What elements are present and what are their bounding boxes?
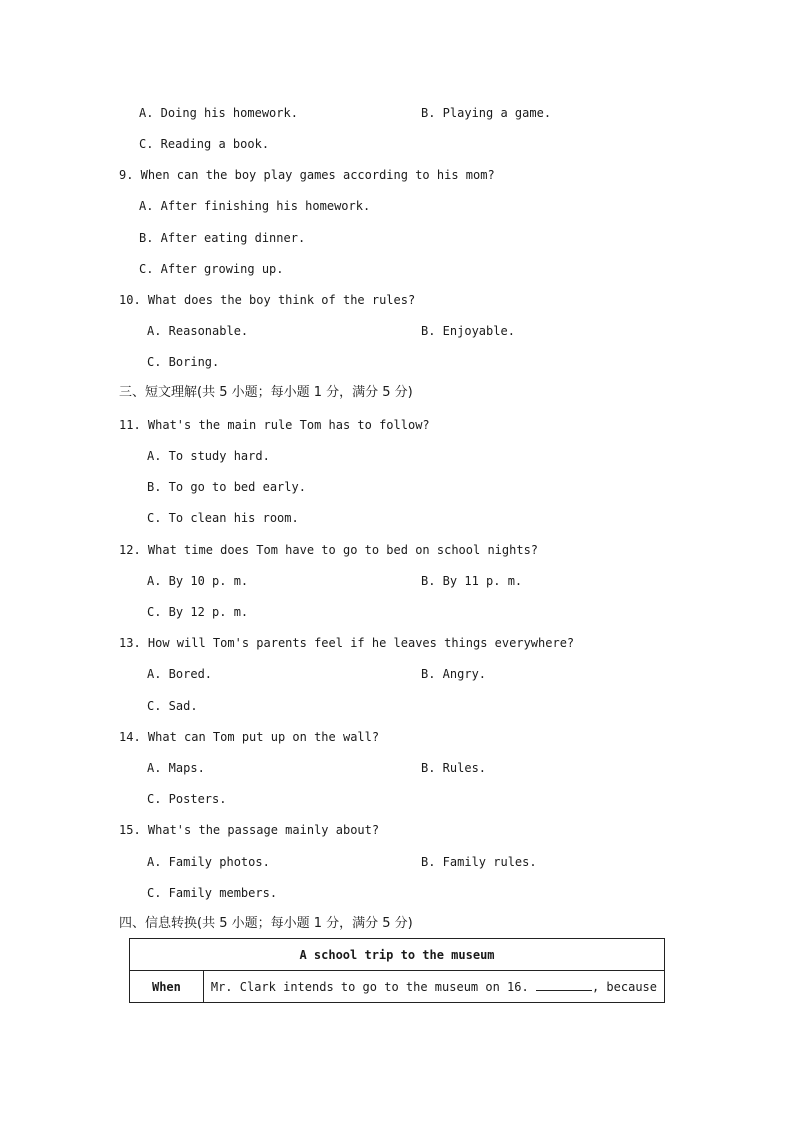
q13-option-b: B. Angry. <box>421 667 487 681</box>
q13-option-a: A. Bored. <box>147 667 213 681</box>
q13-question: 13. How will Tom's parents feel if he leaves things everywhere? <box>119 636 575 650</box>
q9-option-b: B. After eating dinner. <box>139 231 306 245</box>
q9-question: 9. When can the boy play games according to his mom? <box>119 168 495 182</box>
table-title-row <box>130 939 665 971</box>
q11-question: 11. What's the main rule Tom has to follow? <box>119 418 430 432</box>
q15-option-b: B. Family rules. <box>421 855 537 869</box>
q12-option-a: A. By 10 p. m. <box>147 574 249 588</box>
q11-option-c: C. To clean his room. <box>147 511 299 525</box>
q12-question: 12. What time does Tom have to go to bed on school nights? <box>119 543 539 557</box>
section-heading-info-transfer: 四、信息转换(共 5 小题；每小题 1 分，满分 5 分) <box>119 916 413 931</box>
q12-option-c: C. By 12 p. m. <box>147 605 249 619</box>
q14-option-a: A. Maps. <box>147 761 205 775</box>
row-text-before: Mr. Clark intends to go to the museum on 16. <box>210 980 529 994</box>
q14-option-b: B. Rules. <box>421 761 487 775</box>
table-title: A school trip to the museum <box>130 939 665 971</box>
table-row <box>130 971 665 1003</box>
q15-question: 15. What's the passage mainly about? <box>119 823 380 837</box>
q12-option-b: B. By 11 p. m. <box>421 574 523 588</box>
q9-option-c: C. After growing up. <box>139 262 284 276</box>
q11-option-b: B. To go to bed early. <box>147 480 306 494</box>
q9-option-a: A. After finishing his homework. <box>139 199 371 213</box>
q8-option-a: A. Doing his homework. <box>139 106 298 120</box>
q10-question: 10. What does the boy think of the rules? <box>119 293 416 307</box>
answer-blank-16[interactable] <box>536 979 592 991</box>
table-row-content <box>203 971 664 1003</box>
q14-option-c: C. Posters. <box>147 792 227 806</box>
info-table <box>129 938 665 1003</box>
q10-option-c: C. Boring. <box>147 355 220 369</box>
q8-option-c: C. Reading a book. <box>139 137 270 151</box>
q8-option-b: B. Playing a game. <box>421 106 552 120</box>
q11-option-a: A. To study hard. <box>147 449 270 463</box>
section-heading-reading: 三、短文理解(共 5 小题；每小题 1 分，满分 5 分) <box>119 385 413 400</box>
table-row-label: When <box>130 971 204 1003</box>
q14-question: 14. What can Tom put up on the wall? <box>119 730 380 744</box>
q15-option-a: A. Family photos. <box>147 855 270 869</box>
row-text-after: , because <box>591 980 657 994</box>
q13-option-c: C. Sad. <box>147 699 198 713</box>
q10-option-a: A. Reasonable. <box>147 324 249 338</box>
q10-option-b: B. Enjoyable. <box>421 324 515 338</box>
q15-option-c: C. Family members. <box>147 886 278 900</box>
